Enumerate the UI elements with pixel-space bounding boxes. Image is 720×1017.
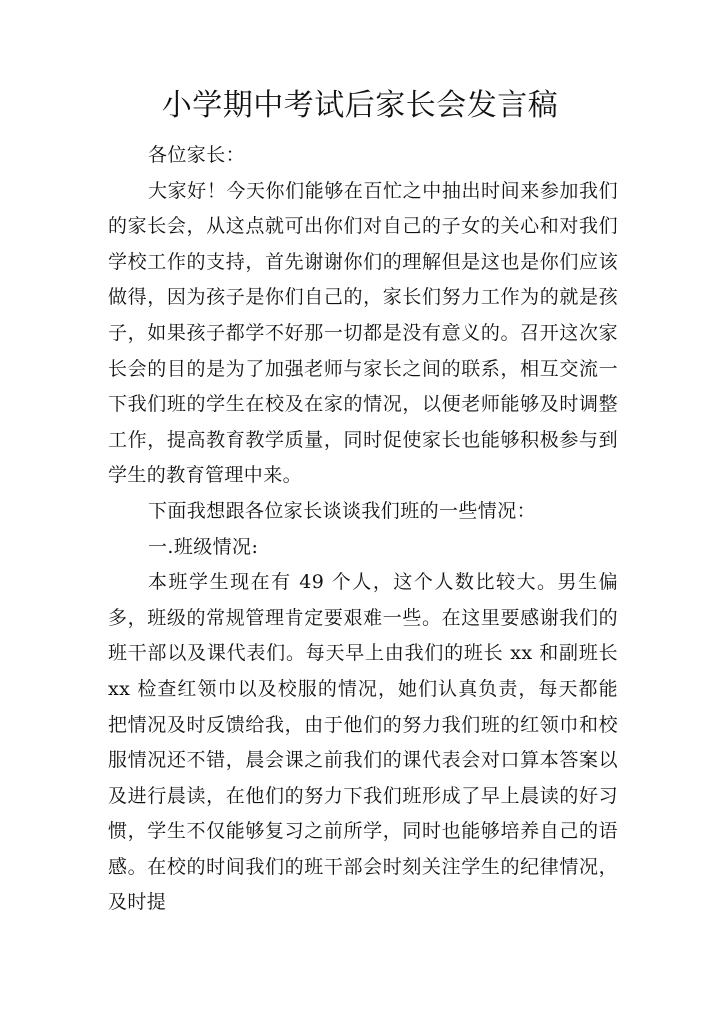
class-situation-paragraph: 本班学生现在有 49 个人，这个人数比较大。男生偏多，班级的常规管理肯定要艰难一些。在这里要感谢我们的班干部以及课代表们。每天早上由我们的班长 xx 和副班长 xx 检查红领巾以及校服的情况，她们认真负责，每天都能把情况及时反馈给我，由于他们的努力我们班的红领巾和校服情况还不错，晨会课之前我们的课代表会对口算本答案以及进行晨读，在他们的努力下我们班形成了早上晨读的好习惯，学生不仅能够复习之前所学，同时也能够培养自己的语感。在校的时间我们的班干部会时刻关注学生的纪律情况，及时提 (108, 571, 618, 914)
document-title: 小学期中考试后家长会发言稿 (161, 88, 559, 123)
intro-paragraph: 下面我想跟各位家长谈谈我们班的一些情况： (148, 499, 537, 522)
opening-paragraph: 大家好！今天你们能够在百忙之中抽出时间来参加我们的家长会，从这点就可出你们对自己的子女的关心和对我们学校工作的支持，首先谢谢你们的理解但是这也是你们应该做得，因为孩子是你们自己的，家长们努力工作为的就是孩子，如果孩子都学不好那一切都是没有意义的。召开这次家长会的目的是为了加强老师与家长之间的联系，相互交流一下我们班的学生在校及在家的情况，以便老师能够及时调整工作，提高教育教学质量，同时促使家长也能够积极参与到学生的教育管理中来。 (108, 179, 618, 487)
greeting-paragraph: 各位家长： (148, 144, 246, 166)
document-body (108, 138, 618, 921)
section-heading-class-situation: 一.班级情况: (148, 535, 259, 558)
